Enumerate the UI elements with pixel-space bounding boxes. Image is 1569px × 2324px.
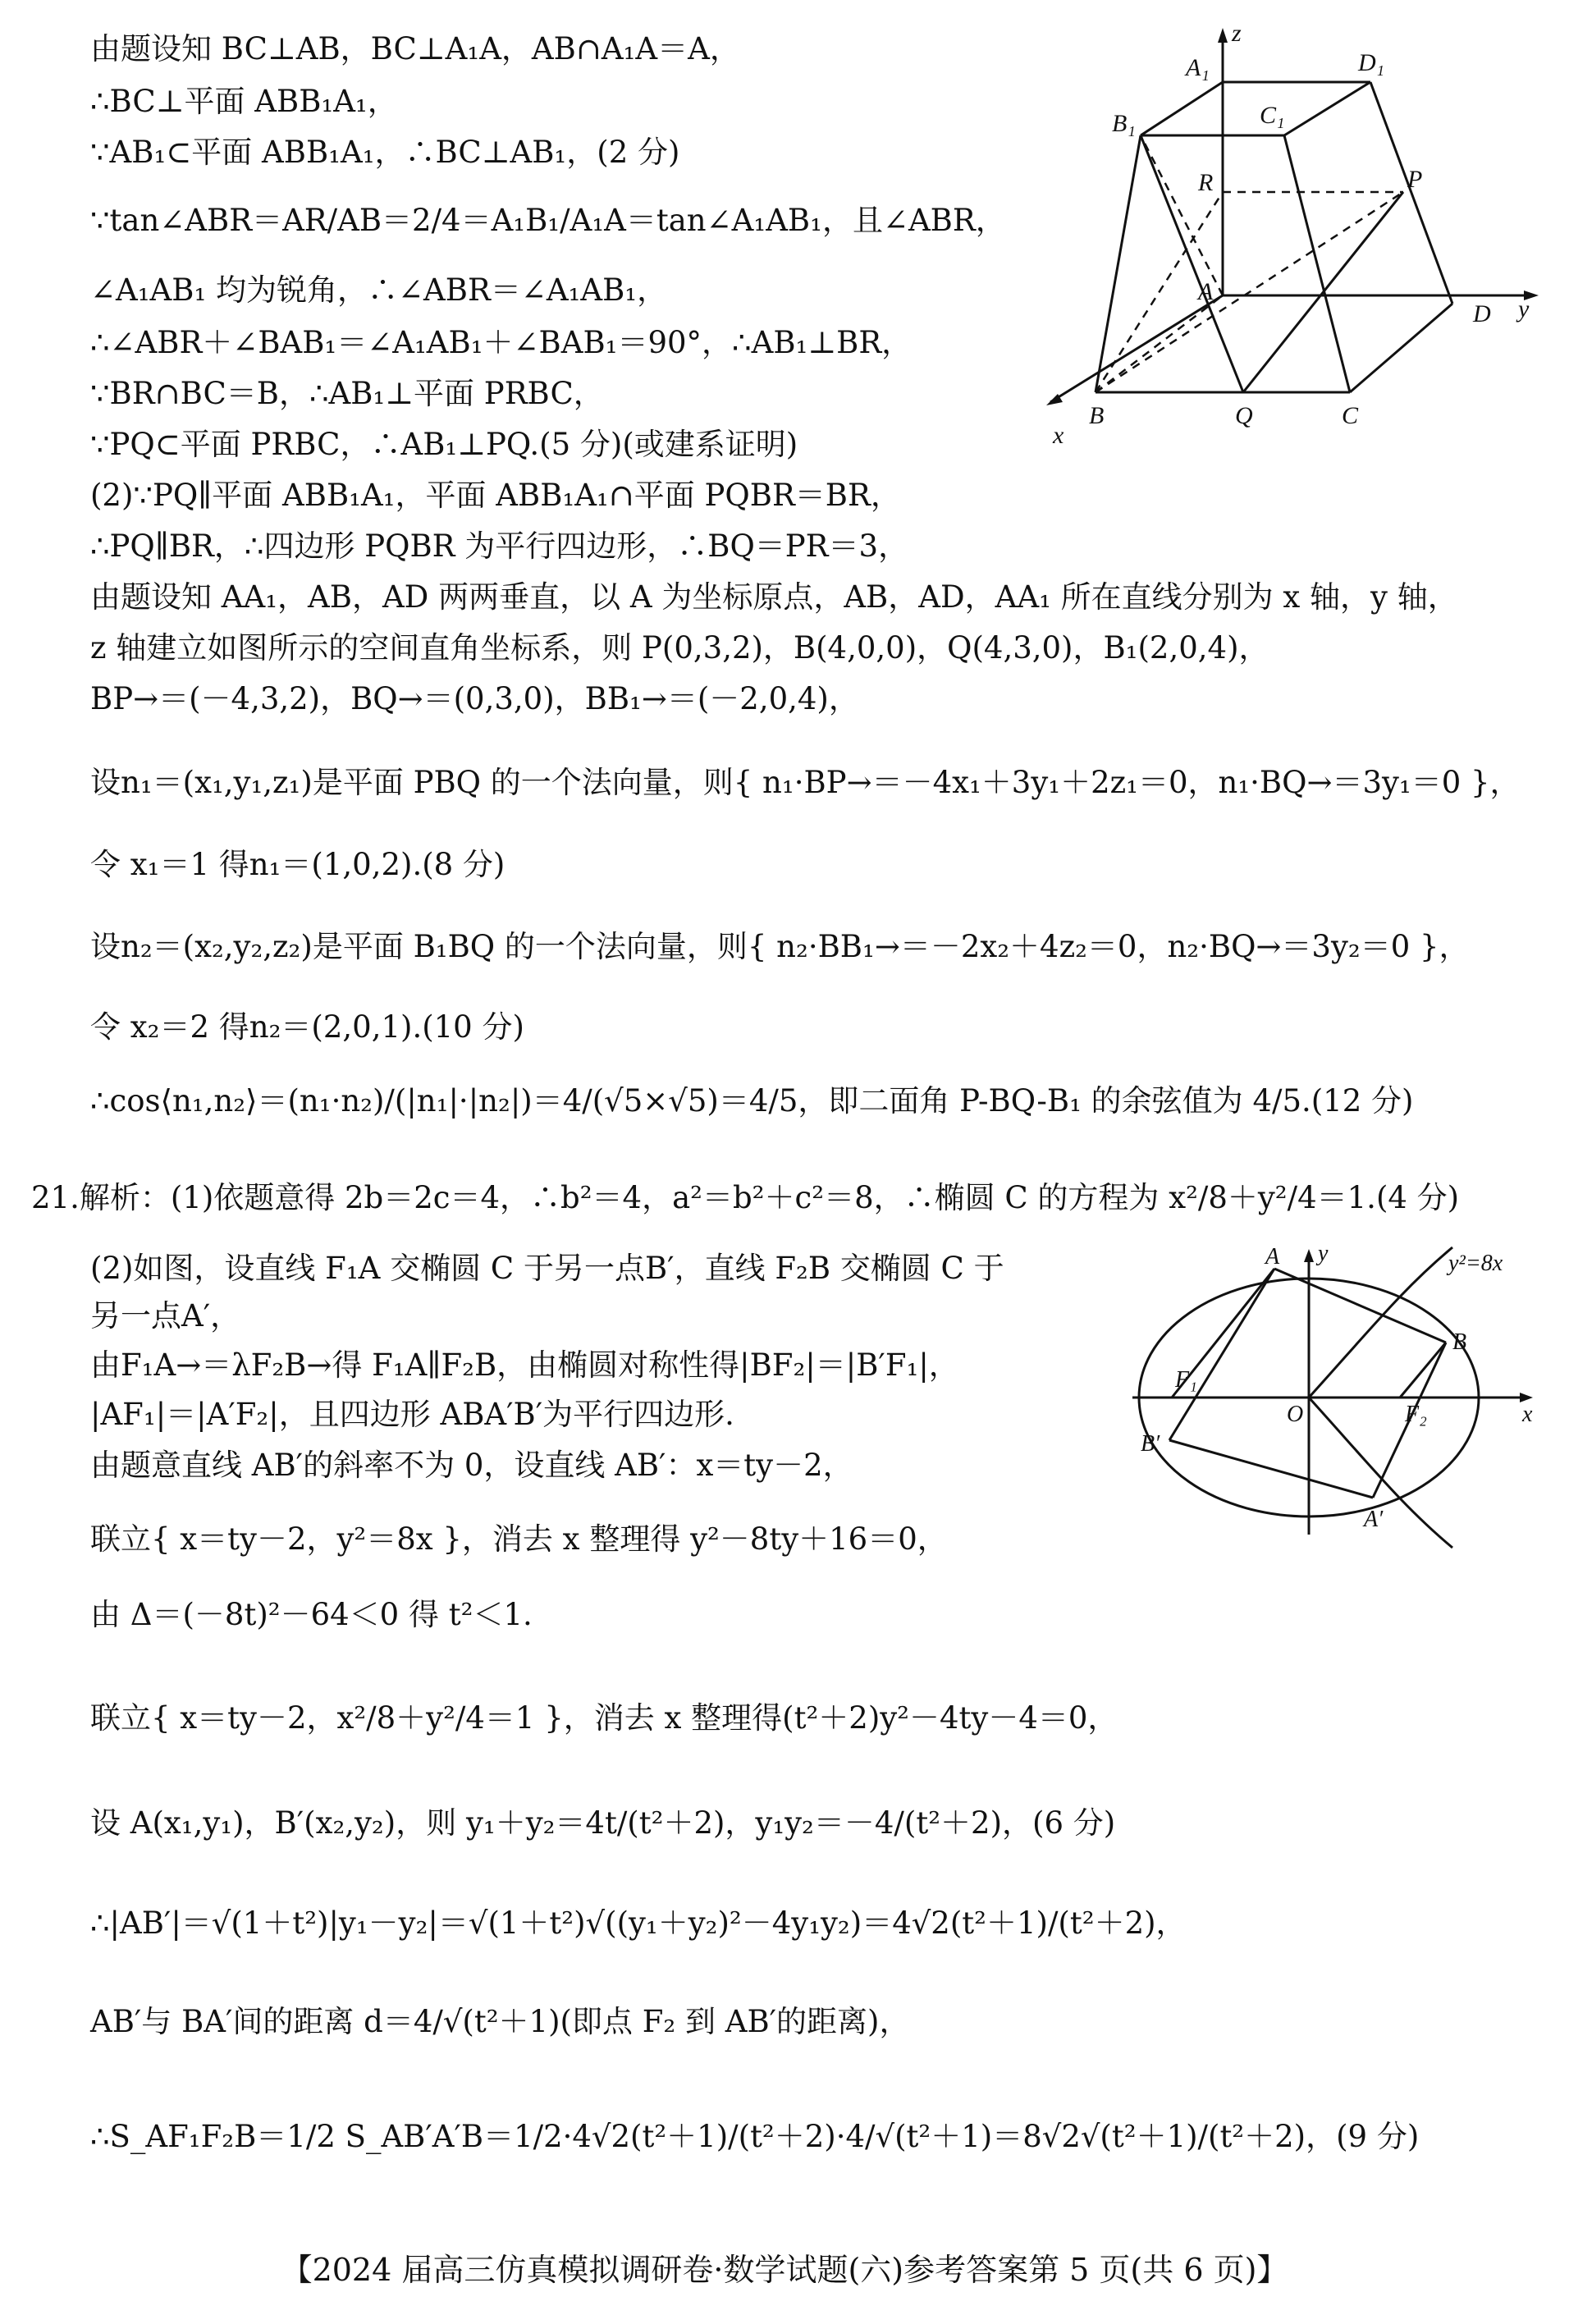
ellipse-label-f1: F₁: [1175, 1367, 1197, 1393]
ellipse-label-f2: F₂: [1405, 1402, 1427, 1427]
sol20-line-13: BP→＝(－4,3,2)，BQ→＝(0,3,0)，BB₁→＝(－2,0,4)，: [90, 681, 859, 716]
sol20-line-1: 由题设知 BC⊥AB，BC⊥A₁A，AB∩A₁A＝A，: [90, 31, 740, 66]
sol21-line-4: 由F₁A→＝λF₂B→得 F₁A∥F₂B，由椭圆对称性得|BF₂|＝|B′F₁|，: [90, 1347, 959, 1383]
label-q: Q: [1235, 402, 1253, 429]
sol20-line-2: ∴BC⊥平面 ABB₁A₁，: [90, 84, 398, 119]
sol20-line-5: ∠A₁AB₁ 均为锐角，∴∠ABR＝∠A₁AB₁，: [90, 272, 668, 308]
label-a: A: [1198, 278, 1214, 305]
ellipse-label-a: A: [1265, 1244, 1280, 1270]
sol20-line-18: ∴cos⟨n₁,n₂⟩＝(n₁·n₂)/(|n₁|·|n₂|)＝4/(√5×√5)＝4/5，即二面角 P-BQ-B₁ 的余弦值为 4/5.(12 分): [90, 1083, 1414, 1119]
sol21-line-7: 联立{ x＝ty－2，y²＝8x }，消去 x 整理得 y²－8ty＋16＝0，: [90, 1521, 948, 1557]
sol21-line-10: 设 A(x₁,y₁)，B′(x₂,y₂)，则 y₁＋y₂＝4t/(t²＋2)，y₁y₂＝－4/(t²＋2)，(6 分): [90, 1805, 1116, 1841]
sol20-line-6: ∴∠ABR＋∠BAB₁＝∠A₁AB₁＋∠BAB₁＝90°，∴AB₁⊥BR，: [90, 325, 913, 360]
sol21-line-11: ∴|AB′|＝√(1＋t²)|y₁－y₂|＝√(1＋t²)√((y₁＋y₂)²－4y₁y₂)＝4√2(t²＋1)/(t²＋2)，: [90, 1905, 1187, 1941]
ellipse-label-x: x: [1522, 1402, 1533, 1427]
label-r: R: [1198, 169, 1214, 196]
sol21-line-2: (2)如图，设直线 F₁A 交椭圆 C 于另一点B′，直线 F₂B 交椭圆 C 于: [90, 1251, 1004, 1286]
label-a1: A₁: [1186, 54, 1210, 81]
sol20-line-9: (2)∵PQ∥平面 ABB₁A₁，平面 ABB₁A₁∩平面 PQBR＝BR，: [90, 478, 901, 513]
label-b1: B₁: [1112, 110, 1136, 137]
ellipse-label-o: O: [1287, 1402, 1304, 1427]
sol20-line-15: 令 x₁＝1 得n₁＝(1,0,2).(8 分): [90, 847, 505, 882]
label-p: P: [1407, 166, 1423, 193]
sol20-line-4: ∵tan∠ABR＝AR/AB＝2/4＝A₁B₁/A₁A＝tan∠A₁AB₁，且∠ABR，: [90, 203, 1006, 238]
sol20-line-14: 设n₁＝(x₁,y₁,z₁)是平面 PBQ 的一个法向量，则{ n₁·BP→＝－4x₁＋3y₁＋2z₁＝0，n₁·BQ→＝3y₁＝0 }，: [90, 765, 1521, 800]
sol21-line-9: 联立{ x＝ty－2，x²/8＋y²/4＝1 }，消去 x 整理得(t²＋2)y²－4ty－4＝0，: [90, 1700, 1118, 1736]
sol21-line-8: 由 Δ＝(－8t)²－64＜0 得 t²＜1.: [90, 1597, 533, 1632]
sol20-line-16: 设n₂＝(x₂,y₂,z₂)是平面 B₁BQ 的一个法向量，则{ n₂·BB₁→＝－2x₂＋4z₂＝0，n₂·BQ→＝3y₂＝0 }，: [90, 929, 1470, 964]
page-footer: 【2024 届高三仿真模拟调研卷·数学试题(六)参考答案第 5 页(共 6 页)】: [281, 2252, 1288, 2288]
sol20-line-3: ∵AB₁⊂平面 ABB₁A₁，∴BC⊥AB₁，(2 分): [90, 135, 680, 170]
sol21-line-6: 由题意直线 AB′的斜率不为 0，设直线 AB′：x＝ty－2，: [90, 1448, 853, 1483]
sol21-line-3: 另一点A′，: [90, 1298, 241, 1334]
sol20-line-12: z 轴建立如图所示的空间直角坐标系，则 P(0,3,2)，B(4,0,0)，Q(4,3,0)，B₁(2,0,4)，: [90, 630, 1269, 666]
sol20-line-11: 由题设知 AA₁，AB，AD 两两垂直，以 A 为坐标原点，AB，AD，AA₁ 所在直线分别为 x 轴，y 轴，: [90, 579, 1458, 615]
sol21-line-1: 21.解析：(1)依题意得 2b＝2c＝4，∴b²＝4，a²＝b²＋c²＝8，∴椭圆 C 的方程为 x²/8＋y²/4＝1.(4 分): [31, 1180, 1460, 1215]
sol20-line-17: 令 x₂＝2 得n₂＝(2,0,1).(10 分): [90, 1009, 524, 1045]
ellipse-label-parabola: y²=8x: [1448, 1251, 1503, 1276]
label-z: z: [1232, 20, 1242, 47]
sol20-line-8: ∵PQ⊂平面 PRBC，∴AB₁⊥PQ.(5 分)(或建系证明): [90, 427, 798, 462]
sol20-line-10: ∴PQ∥BR，∴四边形 PQBR 为平行四边形，∴BQ＝PR＝3，: [90, 528, 909, 564]
ellipse-label-bprime: B′: [1141, 1431, 1160, 1457]
figure-3d-solid: [1038, 16, 1547, 460]
sol20-line-7: ∵BR∩BC＝B，∴AB₁⊥平面 PRBC，: [90, 376, 604, 411]
label-d1: D₁: [1358, 49, 1385, 76]
sol21-line-5: |AF₁|＝|A′F₂|，且四边形 ABA′B′为平行四边形.: [90, 1397, 734, 1432]
ellipse-label-aprime: A′: [1364, 1507, 1384, 1532]
sol21-line-12: AB′与 BA′间的距离 d＝4/√(t²＋1)(即点 F₂ 到 AB′的距离)，: [90, 2004, 910, 2039]
label-c1: C₁: [1260, 102, 1285, 129]
label-y: y: [1518, 295, 1530, 323]
sol21-line-13: ∴S_AF₁F₂B＝1/2 S_AB′A′B＝1/2·4√2(t²＋1)/(t²＋2)·4/√(t²＋1)＝8√2√(t²＋1)/(t²＋2)，(9 分): [90, 2119, 1420, 2154]
ellipse-label-y: y: [1318, 1241, 1329, 1266]
figure-ellipse: [1124, 1231, 1551, 1559]
label-x: x: [1053, 422, 1064, 449]
label-d: D: [1473, 300, 1491, 327]
label-b: B: [1089, 402, 1105, 429]
ellipse-label-b: B: [1452, 1329, 1467, 1355]
label-c: C: [1342, 402, 1359, 429]
